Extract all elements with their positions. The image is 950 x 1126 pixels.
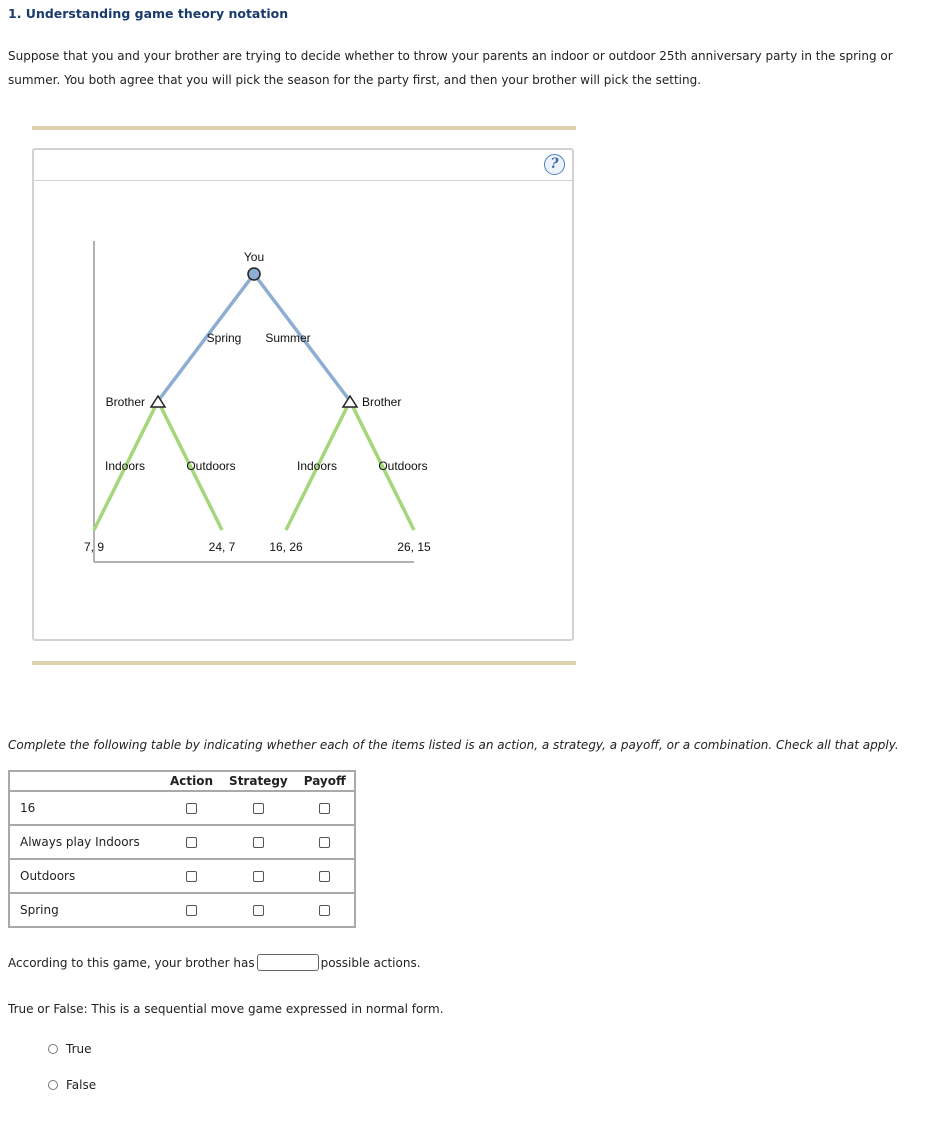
possible-actions-question xyxy=(8,954,421,971)
true-label: True xyxy=(66,1042,92,1056)
payoff-label: 7, 9 xyxy=(83,540,105,554)
true-radio[interactable] xyxy=(48,1044,58,1054)
summer-branch-label: Summer xyxy=(265,331,311,345)
payoff-checkbox[interactable] xyxy=(319,837,330,848)
column-header-payoff: Payoff xyxy=(303,774,346,788)
strategy-checkbox[interactable] xyxy=(253,837,264,848)
table-row xyxy=(9,893,355,927)
right-brother-label: Brother xyxy=(362,395,402,409)
table-row xyxy=(9,825,355,859)
payoff-checkbox[interactable] xyxy=(319,871,330,882)
strategy-checkbox[interactable] xyxy=(253,803,264,814)
question-prefix: According to this game, your brother has xyxy=(8,955,255,970)
brother-node-right-triangle[interactable] xyxy=(343,396,357,407)
lr-branch-label: Outdoors xyxy=(186,459,236,473)
rl-branch-label: Indoors xyxy=(296,459,338,473)
row-label: Always play Indoors xyxy=(9,825,162,859)
true-option[interactable] xyxy=(48,1042,92,1056)
ll-branch-label: Indoors xyxy=(104,459,146,473)
payoff-checkbox[interactable] xyxy=(319,905,330,916)
question-suffix: possible actions. xyxy=(320,955,421,970)
help-icon[interactable]: ? xyxy=(544,154,565,175)
payoff-checkbox[interactable] xyxy=(319,803,330,814)
intro-text: Suppose that you and your brother are trying to decide whether to throw your parents an indoor or outdoor 25th anniversary party in the spring or summer. You both agree that you will pick the season for the party first, and then your brother will pick the setting. xyxy=(8,49,893,87)
root-label: You xyxy=(243,250,265,264)
root-node-circle[interactable] xyxy=(248,268,260,280)
bottom-rule xyxy=(32,661,576,665)
false-radio[interactable] xyxy=(48,1080,58,1090)
table-instruction: Complete the following table by indicating whether each of the items listed is an action, a strategy, a payoff, or a combination. Check all that apply. xyxy=(8,738,899,752)
action-checkbox[interactable] xyxy=(186,837,197,848)
spring-branch-label: Spring xyxy=(206,331,242,345)
action-checkbox[interactable] xyxy=(186,803,197,814)
rr-branch-label: Outdoors xyxy=(378,459,428,473)
strategy-checkbox[interactable] xyxy=(253,905,264,916)
table-header-row xyxy=(9,771,355,791)
row-label: Outdoors xyxy=(9,859,162,893)
strategy-checkbox[interactable] xyxy=(253,871,264,882)
payoff-label: 16, 26 xyxy=(269,540,303,554)
row-label: Spring xyxy=(9,893,162,927)
table-row xyxy=(9,791,355,825)
action-checkbox[interactable] xyxy=(186,905,197,916)
false-option[interactable] xyxy=(48,1078,96,1092)
brother-node-left-triangle[interactable] xyxy=(151,396,165,407)
possible-actions-input[interactable] xyxy=(257,954,319,971)
true-false-question: True or False: This is a sequential move game expressed in normal form. xyxy=(8,1002,444,1016)
left-brother-label: Brother xyxy=(105,395,145,409)
false-label: False xyxy=(66,1078,97,1092)
action-checkbox[interactable] xyxy=(186,871,197,882)
column-header-strategy: Strategy xyxy=(229,774,288,788)
column-header-action: Action xyxy=(170,774,214,788)
payoff-label: 26, 15 xyxy=(397,540,431,554)
classification-table xyxy=(8,770,356,928)
row-label: 16 xyxy=(9,791,162,825)
payoff-label: 24, 7 xyxy=(208,540,236,554)
question-title: 1. Understanding game theory notation xyxy=(8,6,289,21)
table-row xyxy=(9,859,355,893)
